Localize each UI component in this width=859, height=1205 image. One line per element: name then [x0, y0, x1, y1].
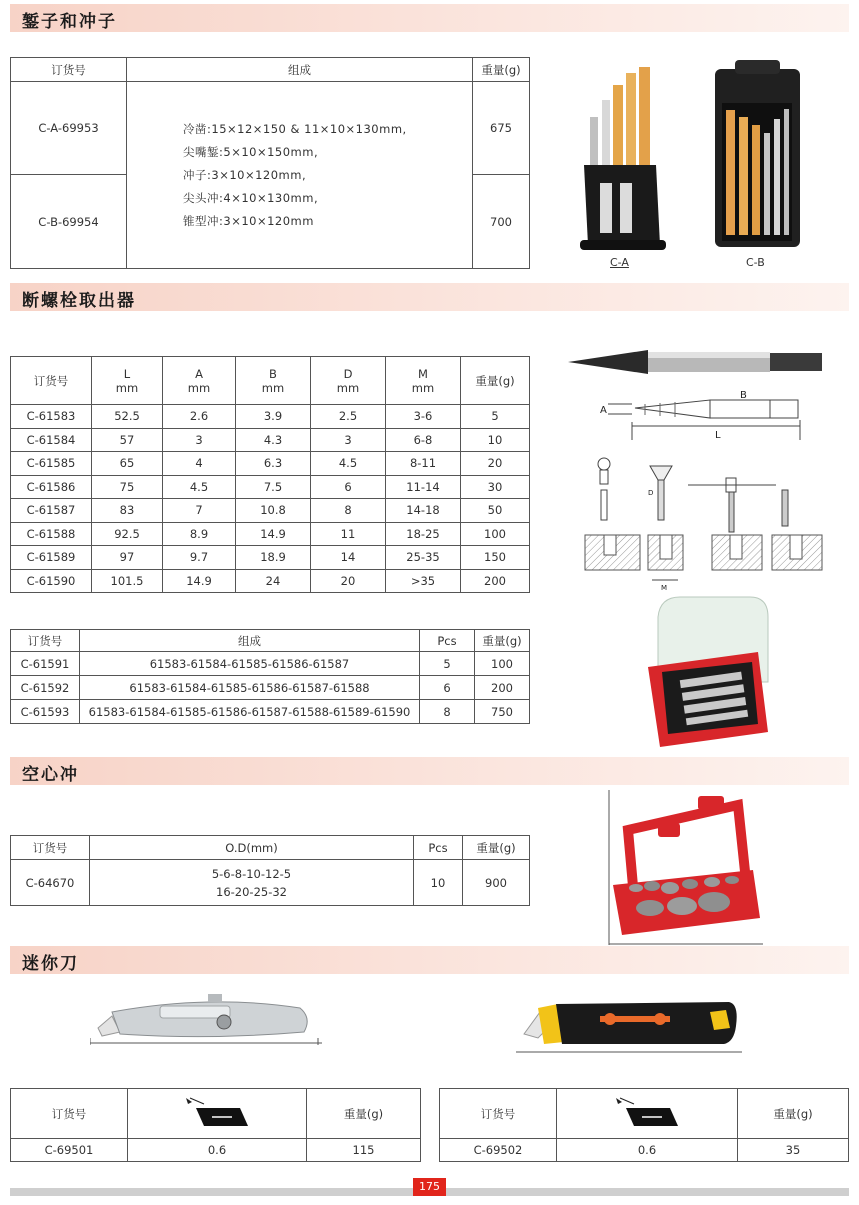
table-cell: 4.5 [311, 452, 386, 476]
table-cell: 3 [311, 428, 386, 452]
section-title: 錾子和冲子 [22, 12, 117, 32]
table-cell: C-61590 [11, 569, 92, 593]
table-cell: 50 [461, 499, 530, 523]
col-header: 订货号 [11, 1089, 128, 1139]
utility-knife-photo [90, 988, 322, 1046]
col-header: 重量(g) [307, 1089, 421, 1139]
table-cell: 100 [461, 522, 530, 546]
header-unit: mm [261, 380, 285, 395]
order-code: C-B-69954 [11, 175, 127, 269]
table-row [11, 428, 530, 452]
table-cell: >35 [386, 569, 461, 593]
table-cell: 6.3 [236, 452, 311, 476]
composition-line: 锥型冲:3×10×120mm [183, 213, 314, 228]
weight: 900 [463, 860, 530, 906]
blade-thickness-header [557, 1089, 738, 1139]
weight: 700 [473, 175, 530, 269]
extractor-set-case-photo [640, 592, 775, 752]
table-cell: 97 [92, 546, 163, 570]
section-title: 迷你刀 [22, 954, 79, 974]
table-cell: 4.5 [163, 475, 236, 499]
header-label: 重量(g) [475, 373, 515, 388]
table-cell: 57 [92, 428, 163, 452]
table-cell: C-61586 [11, 475, 92, 499]
pcs: 10 [414, 860, 463, 906]
chisel-set-photo [560, 55, 850, 270]
table-cell: 61583-61584-61585-61586-61587-61588 [80, 676, 420, 700]
knife-table-1 [10, 1088, 421, 1162]
outer-diameters [90, 860, 414, 906]
table-cell: 18.9 [236, 546, 311, 570]
composition-line: 尖头冲:4×10×130mm, [183, 190, 319, 205]
blade-thickness: 0.6 [128, 1139, 307, 1162]
weight: 675 [473, 82, 530, 175]
table-cell: 4 [163, 452, 236, 476]
table-cell: 10 [461, 428, 530, 452]
dim-l-label: L [715, 430, 721, 441]
table-cell: C-61584 [11, 428, 92, 452]
table-cell: 65 [92, 452, 163, 476]
table-cell: 6 [420, 676, 475, 700]
table-cell: 200 [475, 676, 530, 700]
blade-thickness: 0.6 [557, 1139, 738, 1162]
section-title: 空心冲 [22, 765, 79, 785]
col-header: 订货号 [11, 836, 90, 860]
table-cell: 9.7 [163, 546, 236, 570]
table-cell: 7.5 [236, 475, 311, 499]
table-cell: 101.5 [92, 569, 163, 593]
header-unit: mm [411, 380, 435, 395]
col-header [92, 357, 163, 405]
header-label: L [123, 366, 131, 381]
table-row [11, 499, 530, 523]
order-code: C-64670 [11, 860, 90, 906]
table-cell: 8 [311, 499, 386, 523]
extractor-diagram [560, 340, 850, 595]
table-row [11, 652, 530, 676]
table-cell: 750 [475, 700, 530, 724]
col-header [311, 357, 386, 405]
col-header: 订货号 [11, 630, 80, 652]
order-code: C-69502 [440, 1139, 557, 1162]
header-label: A [195, 366, 203, 381]
table-cell: 52.5 [92, 405, 163, 429]
header-label: D [343, 366, 353, 381]
table-cell: 5 [420, 652, 475, 676]
col-header: 重量(g) [473, 58, 530, 82]
dim-m-label: M [661, 584, 668, 592]
table-row [11, 452, 530, 476]
table-row [11, 569, 530, 593]
table-cell: 14-18 [386, 499, 461, 523]
table-cell: 83 [92, 499, 163, 523]
hollow-punch-table [10, 835, 530, 906]
table-cell: 3.9 [236, 405, 311, 429]
table-cell: 5 [461, 405, 530, 429]
table-cell: 2.6 [163, 405, 236, 429]
table-cell: 3 [163, 428, 236, 452]
table-cell: 11 [311, 522, 386, 546]
header-unit: mm [187, 380, 211, 395]
table-cell: C-61591 [11, 652, 80, 676]
blade-thickness-icon [612, 1094, 682, 1130]
header-label: B [269, 366, 277, 381]
table-cell: 20 [461, 452, 530, 476]
col-header: 重量(g) [475, 630, 530, 652]
table-cell: 4.3 [236, 428, 311, 452]
col-header [461, 357, 530, 405]
table-cell: 2.5 [311, 405, 386, 429]
table-cell: 10.8 [236, 499, 311, 523]
col-header: 重量(g) [738, 1089, 849, 1139]
dim-b-label: B [740, 390, 747, 401]
col-header: 重量(g) [463, 836, 530, 860]
dim-a-label: A [600, 405, 607, 416]
section-header-mini-knife [10, 946, 849, 974]
col-header: 订货号 [440, 1089, 557, 1139]
table-row [11, 522, 530, 546]
caption-c-b: C-B [746, 256, 765, 269]
table-cell: 14 [311, 546, 386, 570]
col-header: 组成 [80, 630, 420, 652]
blade-thickness-header [128, 1089, 307, 1139]
col-header [163, 357, 236, 405]
table-cell: C-61587 [11, 499, 92, 523]
table-cell: 75 [92, 475, 163, 499]
table-cell: 100 [475, 652, 530, 676]
weight: 35 [738, 1139, 849, 1162]
composition-line: 尖嘴錾:5×10×150mm, [183, 144, 319, 159]
order-code: C-A-69953 [11, 82, 127, 175]
page-number: 175 [413, 1178, 446, 1196]
col-header: Pcs [420, 630, 475, 652]
col-header: 组成 [127, 58, 473, 82]
extractor-table [10, 356, 530, 593]
table-cell: 7 [163, 499, 236, 523]
extractor-set-table [10, 629, 530, 724]
table-cell: 24 [236, 569, 311, 593]
table-cell: 6-8 [386, 428, 461, 452]
table-cell: 61583-61584-61585-61586-61587-61588-61589-61590 [80, 700, 420, 724]
composition-line: 冷凿:15×12×150 & 11×10×130mm, [183, 121, 407, 136]
section-header-extractors [10, 283, 849, 311]
header-label: M [418, 366, 428, 381]
table-row [11, 676, 530, 700]
table-cell: C-61593 [11, 700, 80, 724]
col-header [236, 357, 311, 405]
caption-c-a: C-A [610, 256, 629, 269]
table-cell: C-61585 [11, 452, 92, 476]
table-cell: 8-11 [386, 452, 461, 476]
table-row [11, 700, 530, 724]
table-row [11, 405, 530, 429]
snap-off-knife-photo [514, 994, 746, 1054]
table-cell: C-61583 [11, 405, 92, 429]
table-cell: 14.9 [163, 569, 236, 593]
col-header [11, 357, 92, 405]
table-cell: C-61589 [11, 546, 92, 570]
knife-table-2 [439, 1088, 849, 1162]
header-unit: mm [115, 380, 139, 395]
table-cell: 61583-61584-61585-61586-61587 [80, 652, 420, 676]
composition-line: 冲子:3×10×120mm, [183, 167, 307, 182]
composition-cell [127, 82, 473, 269]
col-header: O.D(mm) [90, 836, 414, 860]
table-row [11, 475, 530, 499]
col-header [386, 357, 461, 405]
weight: 115 [307, 1139, 421, 1162]
table-cell: 11-14 [386, 475, 461, 499]
table-cell: C-61592 [11, 676, 80, 700]
dim-d-label: D [648, 489, 654, 497]
table-cell: 14.9 [236, 522, 311, 546]
table-cell: 20 [311, 569, 386, 593]
chisel-table [10, 57, 530, 269]
table-cell: 18-25 [386, 522, 461, 546]
blade-thickness-icon [182, 1094, 252, 1130]
od-line: 16-20-25-32 [216, 884, 287, 899]
table-cell: 25-35 [386, 546, 461, 570]
table-cell: 30 [461, 475, 530, 499]
table-cell: 150 [461, 546, 530, 570]
section-header-chisels [10, 4, 849, 32]
col-header: Pcs [414, 836, 463, 860]
table-cell: 6 [311, 475, 386, 499]
table-cell: 8 [420, 700, 475, 724]
section-title: 断螺栓取出器 [22, 291, 136, 311]
table-cell: 8.9 [163, 522, 236, 546]
table-cell: 200 [461, 569, 530, 593]
table-row [11, 546, 530, 570]
order-code: C-69501 [11, 1139, 128, 1162]
table-cell: C-61588 [11, 522, 92, 546]
section-header-hollow-punch [10, 757, 849, 785]
header-label: 订货号 [33, 373, 69, 388]
col-header: 订货号 [11, 58, 127, 82]
header-unit: mm [336, 380, 360, 395]
table-cell: 92.5 [92, 522, 163, 546]
od-line: 5-6-8-10-12-5 [211, 866, 292, 881]
hollow-punch-case-photo [608, 790, 768, 950]
table-cell: 3-6 [386, 405, 461, 429]
